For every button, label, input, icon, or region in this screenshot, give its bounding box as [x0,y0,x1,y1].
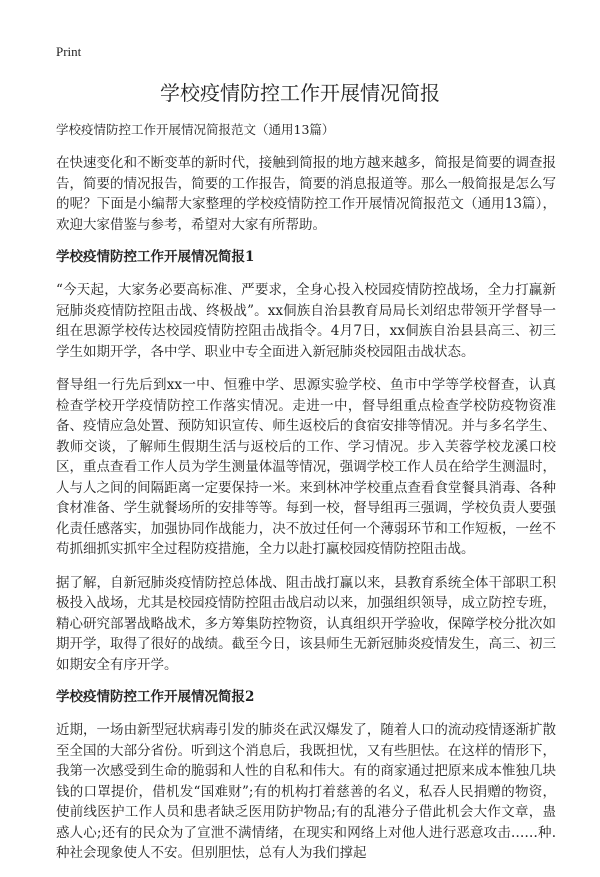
section-2-paragraph-1: 近期，一场由新型冠状病毒引发的肺炎在武汉爆发了，随着人口的流动疫情逐渐扩散至全国的大部分省份。听到这个消息后，我既担忧，又有些胆怯。在这样的情形下，我第一次感受到生命的脆弱和人性的自私和伟大。有的商家通过把原来成本惟独几块钱的口罩提价，借机发“国难财”;有的机构打着慈善的名义，私吞人民捐赠的物资，使前线医护工作人员和患者缺乏医用防护物品;有的乱港分子借此机会大作文章，蛊惑人心;还有的民众为了宣泄不满情绪，在现实和网络上对他人进行恶意攻击……种.种社会现象使人不安。但别胆怯，总有人为我们撑起 [56,722,556,861]
document-title: 学校疫情防控工作开展情况简报 [160,81,440,105]
intro-paragraph: 在快速变化和不断变革的新时代，接触到简报的地方越来越多，简报是简要的调查报告，简要的情况报告，简要的工作报告，简要的消息报道等。那么一般简报是怎么写的呢？下面是小编帮大家整理的学校疫情防控工作开展情况简报范文（通用13篇），欢迎大家借鉴与参考，希望对大家有所帮助。 [56,155,556,233]
section-heading-2: 学校疫情防控工作开展情况简报2 [56,689,255,705]
section-1-paragraph-3: 据了解，自新冠肺炎疫情防控总体战、阻击战打赢以来，县教育系统全体干部职工积极投入战场，尤其是校园疫情防控阻击战启动以来，加强组织领导，成立防控专班，精心研究部署战略战术，多方筹集防控物资，认真组织开学验收，保障学校分批次如期开学，取得了很好的战绩。截至今日，该县师生无新冠肺炎疫情发生，高三、初三如期安全有序开学。 [56,574,556,673]
document-body [56,121,556,877]
section-heading-1: 学校疫情防控工作开展情况简报1 [56,249,255,265]
section-1-paragraph-1: “今天起，大家务必要高标准、严要求，全身心投入校园疫情防控战场，全力打赢新冠肺炎疫情防控阻击战、终极战”。xx侗族自治县教育局局长刘绍忠带领开学督导一组在思源学校传达校园疫情防控阻击战指令。4月7日，xx侗族自治县县高三、初三学生如期开学，各中学、职业中专全面进入新冠肺炎校园阻击战状态。 [56,282,556,360]
print-link[interactable]: Print [56,44,82,59]
section-1-paragraph-2: 督导组一行先后到xx一中、恒雅中学、思源实验学校、鱼市中学等学校督查，认真检查学校开学疫情防控工作落实情况。走进一中，督导组重点检查学校防疫物资准备、疫情应急处置、预防知识宣传、师生返校后的食宿安排等情况。并与多名学生、教师交谈，了解师生假期生活与返校后的工作、学习情况。步入芙蓉学校龙溪口校区，重点查看工作人员为学生测量体温等情况，强调学校工作人员在给学生测温时，人与人之间的间隔距离一定要保持一米。来到林冲学校重点查看食堂餐具消毒、各种食材准备、学生就餐场所的安排等等。每到一校，督导组再三强调，学校负责人要强化责任感落实，加强协同作战能力，决不放过任何一个薄弱环节和工作短板，一丝不苟抓细抓实抓牢全过程防疫措施，全力以赴打赢校园疫情防控阻击战。 [56,377,556,557]
document-subtitle: 学校疫情防控工作开展情况简报范文（通用13篇） [56,122,335,137]
